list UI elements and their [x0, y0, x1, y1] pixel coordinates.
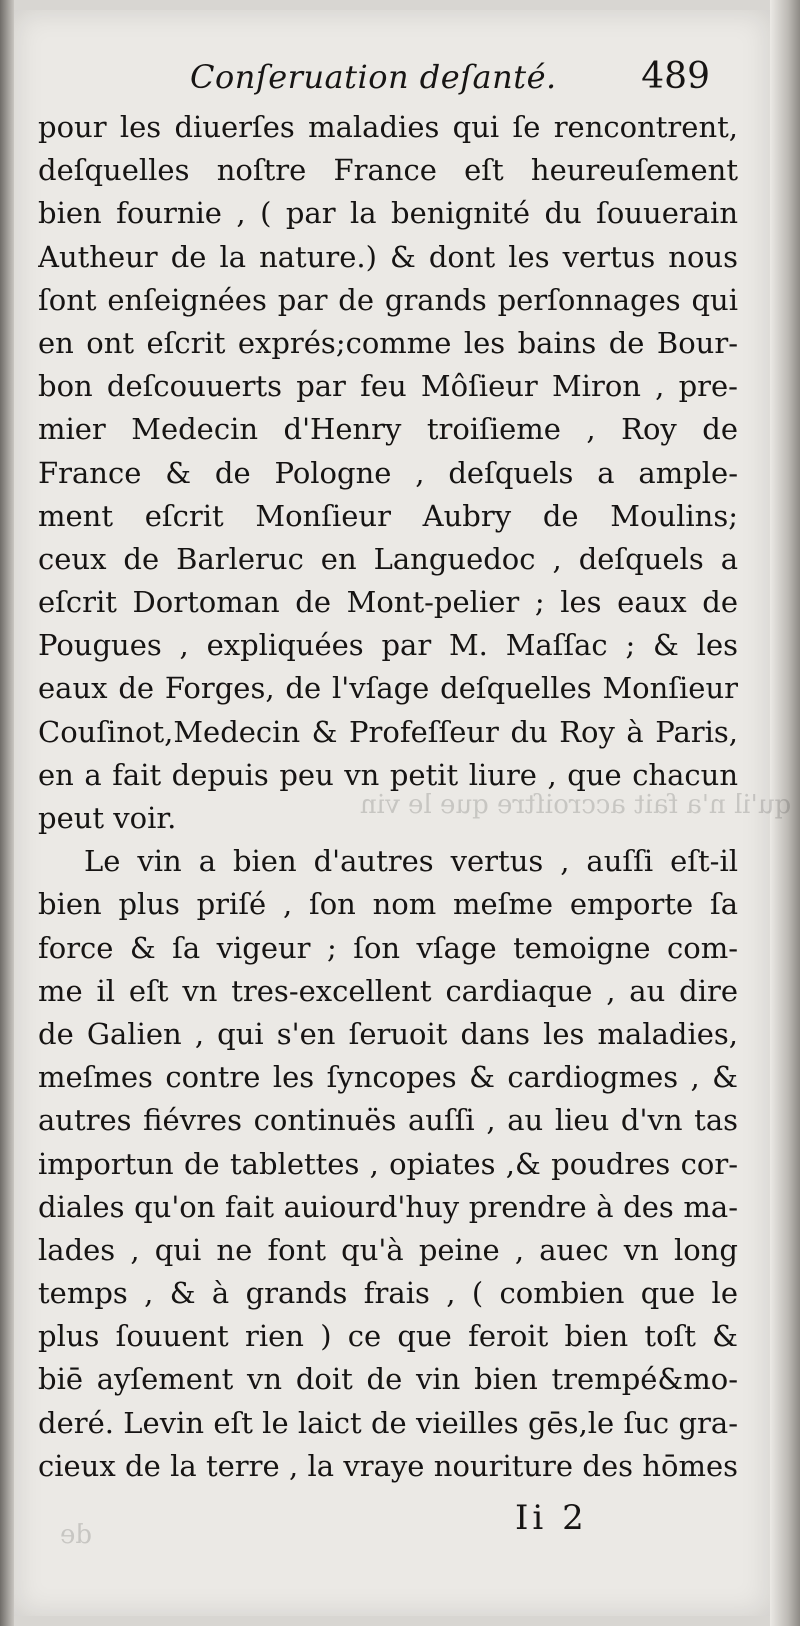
text-line: France & de Pologne , deſquels a ample-: [38, 455, 738, 490]
text-line: lades , qui ne font qu'à peine , auec vn long: [38, 1232, 738, 1267]
text-line: Pougues , expliquées par M. Maſſac ; & les: [38, 628, 738, 663]
text-line: Couſinot,Medecin & Profeſſeur du Roy à Paris,: [38, 714, 738, 749]
paragraph: [38, 106, 738, 840]
text-line: biē ayſement vn doit de vin bien trempé&mo-: [38, 1362, 738, 1397]
show-through-mark: de: [60, 1520, 93, 1550]
page-header: [190, 58, 730, 108]
signature-mark: Ii 2: [515, 1498, 588, 1538]
text-line: en ont eſcrit exprés;comme les bains de Bour-: [38, 325, 738, 360]
show-through-text: qu'il n'a fait accroiſtre que le vin: [360, 790, 792, 820]
text-line: ceux de Barleruc en Languedoc , deſquels a: [38, 541, 738, 576]
text-line: bon deſcouuerts par feu Môſieur Miron , pre-: [38, 369, 738, 404]
text-line: autres fiévres continuës auſſi , au lieu d'vn tas: [38, 1103, 738, 1138]
text-line: ment eſcrit Monſieur Aubry de Moulins;: [38, 498, 738, 533]
text-line: mier Medecin d'Henry troiſieme , Roy de: [38, 412, 738, 447]
body-text: [38, 106, 738, 1488]
left-page-edge: [0, 0, 14, 1626]
running-title: Conſeruation deſanté.: [190, 58, 557, 96]
text-line: Autheur de la nature.) & dont les vertus nous: [38, 239, 738, 274]
text-line: peut voir.: [38, 801, 177, 835]
text-line: deſquelles noſtre France eſt heureuſement: [38, 153, 738, 188]
text-line: temps , & à grands frais , ( combien que le: [38, 1276, 738, 1311]
text-line: cieux de la terre , la vraye nouriture des hōmes: [38, 1448, 738, 1483]
text-line: ſont enſeignées par de grands perſonnages qui: [38, 282, 738, 317]
text-line: en a fait depuis peu vn petit liure , que chacun: [38, 757, 738, 792]
text-line: bien fournie , ( par la benignité du ſouuerain: [38, 196, 738, 231]
text-line: force & ſa vigeur ; ſon vſage temoigne com-: [38, 930, 738, 965]
text-line: diales qu'on fait auiourd'huy prendre à des ma-: [38, 1189, 738, 1224]
text-line: importun de tablettes , opiates ,& poudres cor-: [38, 1146, 738, 1181]
text-line: plus ſouuent rien ) ce que feroit bien toſt &: [38, 1319, 738, 1354]
text-line: eaux de Forges, de l'vſage deſquelles Monſieur: [38, 671, 738, 706]
text-line: eſcrit Dortoman de Mont-pelier ; les eaux de: [38, 585, 738, 620]
text-line: meſmes contre les ſyncopes & cardiogmes , &: [38, 1060, 738, 1095]
text-line: me il eſt vn tres-excellent cardiaque , au dire: [38, 973, 738, 1008]
paragraph: [38, 840, 738, 1488]
text-line: de Galien , qui s'en ſeruoit dans les maladies,: [38, 1016, 738, 1051]
text-line: Le vin a bien d'autres vertus , auſſi eſt-il: [84, 844, 738, 879]
text-line: bien plus priſé , ſon nom meſme emporte ſa: [38, 887, 738, 922]
text-line: deré. Levin eſt le laict de vieilles gēs,le ſuc gra-: [38, 1405, 738, 1440]
page-number: 489: [641, 56, 710, 97]
text-line: pour les diuerſes maladies qui ſe rencontrent,: [38, 110, 738, 144]
